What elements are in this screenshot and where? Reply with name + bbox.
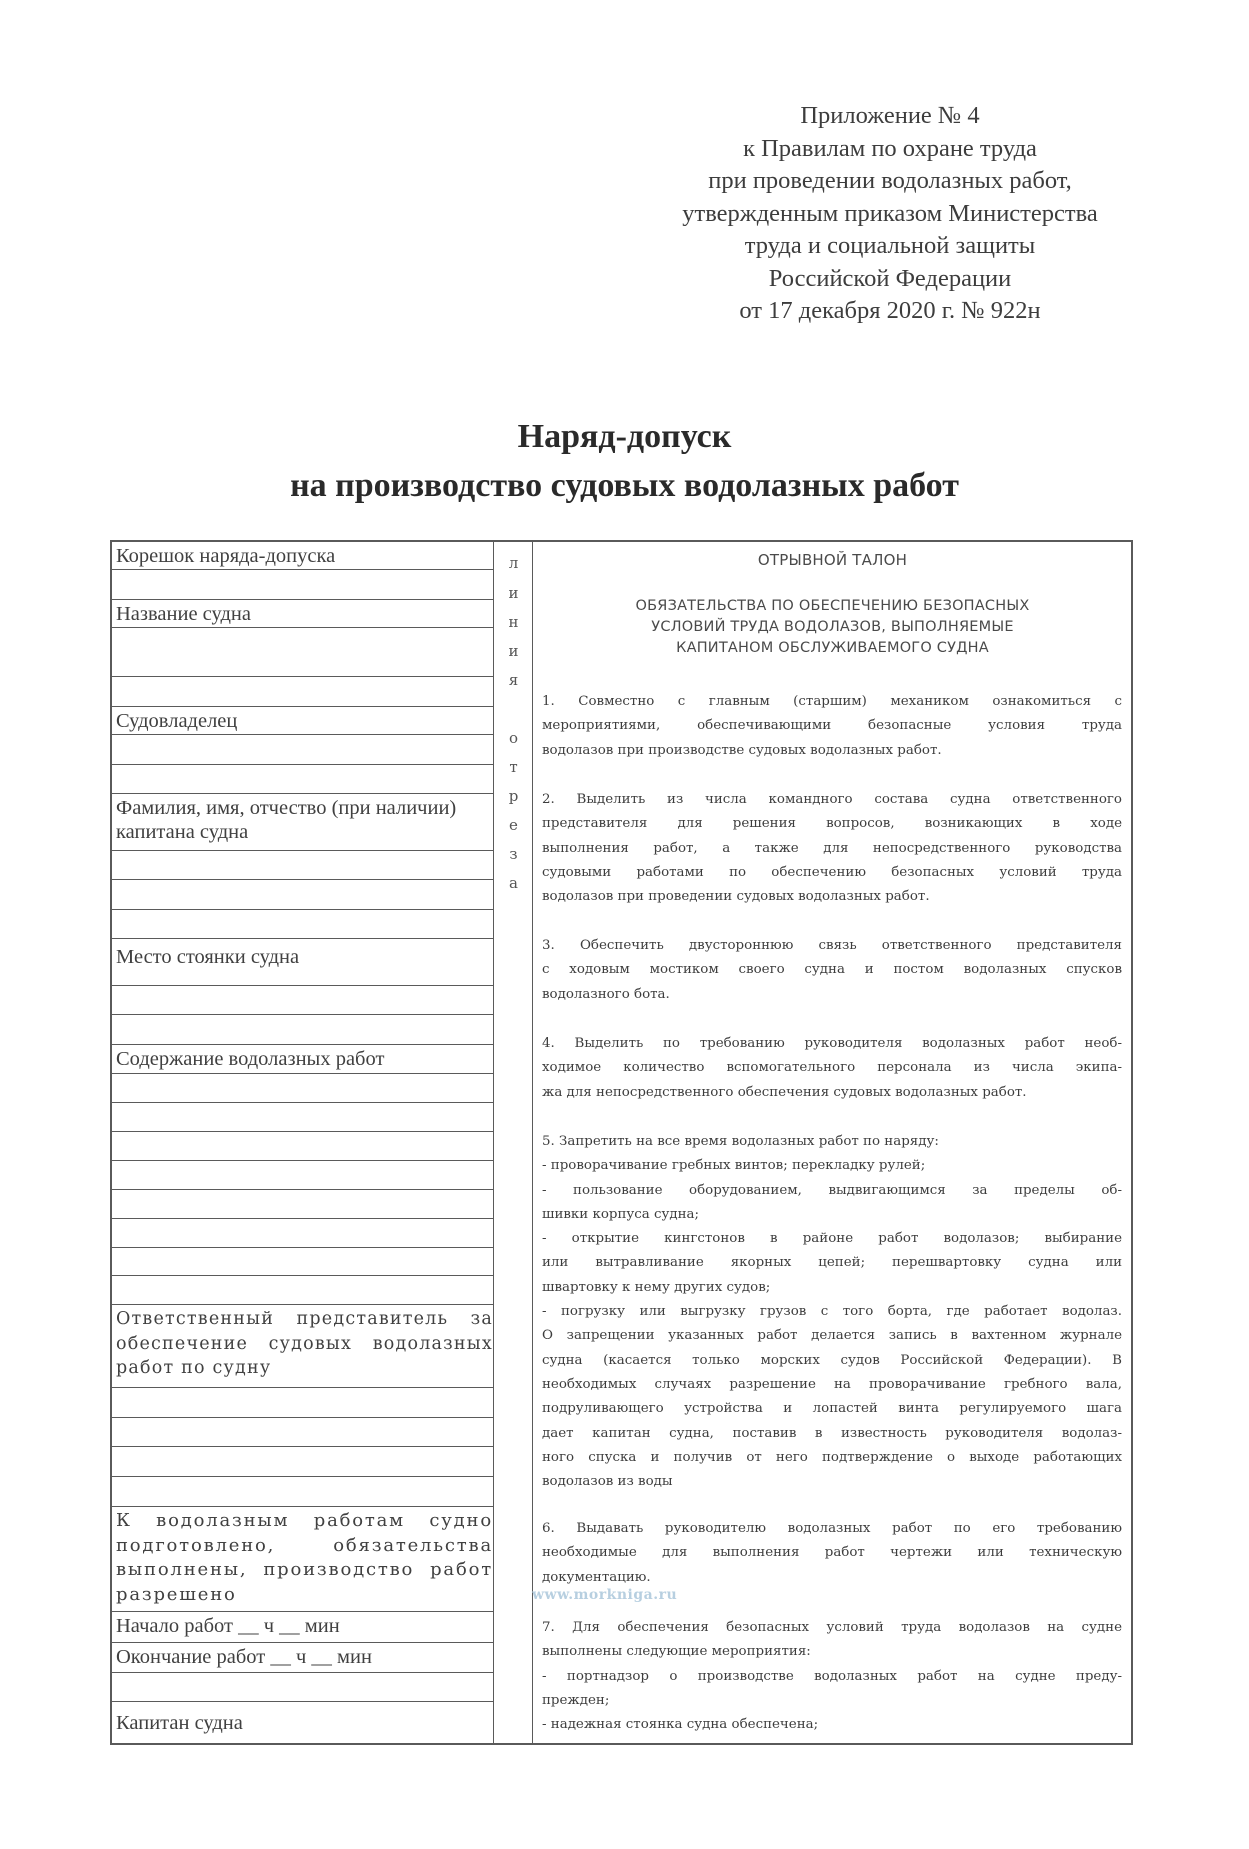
- text-line: - открытие кингстонов в районе работ водолазов; выбирание: [542, 1231, 1122, 1247]
- tear-line-letter: а: [509, 874, 518, 892]
- stub-blank-field[interactable]: [112, 570, 493, 600]
- stub-row-header: Корешок наряда-допуска: [112, 542, 493, 570]
- stub-row-shipowner: Судовладелец: [112, 707, 493, 735]
- stub-blank-field[interactable]: [112, 880, 493, 910]
- tear-line-letter: н: [508, 613, 519, 631]
- stub-row-captain-name: Фамилия, имя, отчество (при наличии) капитана судна: [112, 794, 493, 851]
- tear-line-letter: т: [509, 758, 518, 776]
- coupon-column: [534, 542, 1131, 1743]
- tear-line-letter: з: [509, 845, 518, 863]
- text-line: подруливающего устройства и лопастей винта регулируемого шага: [542, 1401, 1122, 1417]
- stub-row-ship-name: Название судна: [112, 600, 493, 628]
- text-line: прежден;: [542, 1692, 610, 1708]
- document-subtitle: на производство судовых водолазных работ: [290, 467, 959, 504]
- stub-blank-field[interactable]: [112, 1477, 493, 1507]
- text-line: водолазов из воды: [542, 1474, 673, 1490]
- stub-blank-field[interactable]: [112, 765, 493, 794]
- stub-blank-field[interactable]: [112, 1276, 493, 1305]
- text-line: дает капитан судна, поставив в известность руководителя водолаз-: [542, 1425, 1122, 1441]
- stub-blank-field[interactable]: [112, 735, 493, 765]
- coupon-item-3: [542, 934, 1122, 1007]
- stub-row-mooring-place: Место стоянки судна: [112, 939, 493, 986]
- text-line: О запрещении указанных работ делается запись в вахтенном журнале: [542, 1328, 1122, 1344]
- text-line: 4. Выделить по требованию руководителя водолазных работ необ-: [542, 1036, 1122, 1051]
- text-line: водолазов при производстве судовых водолазных работ.: [542, 742, 942, 758]
- appendix-line: Приложение № 4: [800, 102, 980, 129]
- stub-blank-field[interactable]: [112, 851, 493, 880]
- stub-column: [112, 542, 494, 1743]
- text-line: выполнения работ, а также для непосредственного руководства: [542, 840, 1122, 856]
- text-line: или вытравливание якорных цепей; перешвартовку судна или: [542, 1255, 1122, 1271]
- watermark-url: www.morkniga.ru: [532, 1587, 678, 1603]
- text-line: - пользование оборудованием, выдвигающимся за пределы об-: [542, 1182, 1122, 1198]
- text-line: швартовку к нему других судов;: [542, 1279, 771, 1295]
- coupon-subheader-line: ОБЯЗАТЕЛЬСТВА ПО ОБЕСПЕЧЕНИЮ БЕЗОПАСНЫХ: [635, 598, 1030, 614]
- stub-blank-field[interactable]: [112, 1132, 493, 1161]
- stub-row-work-start[interactable]: Начало работ __ ч __ мин: [112, 1612, 493, 1643]
- text-line: необходимых случаях разрешение на проворачивание гребного вала,: [542, 1376, 1122, 1392]
- document-title: Наряд-допуск: [517, 418, 732, 455]
- stub-blank-field[interactable]: [112, 1388, 493, 1418]
- stub-blank-field[interactable]: [112, 986, 493, 1015]
- text-line: 7. Для обеспечения безопасных условий труда водолазов на судне: [542, 1620, 1122, 1635]
- text-line: представителя для решения вопросов, возникающих в ходе: [542, 816, 1122, 832]
- coupon-item-6: [542, 1517, 1122, 1590]
- text-line: выполнены следующие мероприятия:: [542, 1644, 811, 1660]
- stub-blank-field[interactable]: [112, 1015, 493, 1045]
- coupon-subheader-line: КАПИТАНОМ ОБСЛУЖИВАЕМОГО СУДНА: [676, 640, 989, 656]
- stub-blank-field[interactable]: [112, 1161, 493, 1190]
- stub-blank-field[interactable]: [112, 1219, 493, 1248]
- text-line: - погрузку или выгрузку грузов с того борта, где работает водолаз.: [542, 1304, 1122, 1320]
- text-line: ходимое количество вспомогательного персонала из числа экипа-: [542, 1060, 1122, 1076]
- coupon-item-4: [542, 1032, 1122, 1105]
- text-line: водолазного бота.: [542, 986, 670, 1002]
- text-line: жа для непосредственного обеспечения судовых водолазных работ.: [542, 1084, 1027, 1100]
- stub-row-captain-signature[interactable]: Капитан судна: [116, 1712, 243, 1734]
- appendix-reference: [620, 100, 1160, 328]
- appendix-line: при проведении водолазных работ,: [708, 167, 1072, 194]
- text-line: 2. Выделить из числа командного состава судна ответственного: [542, 792, 1122, 807]
- stub-row-work-content: Содержание водолазных работ: [112, 1045, 493, 1074]
- text-line: с ходовым мостиком своего судна и постом водолазных спусков: [542, 962, 1122, 978]
- appendix-line: Российской Федерации: [768, 264, 1012, 292]
- stub-blank-field[interactable]: [112, 910, 493, 939]
- tear-line-letter: л: [508, 554, 519, 572]
- stub-row-work-authorized: К водолазным работам судно подготовлено, обязательства выполнены, производство работ разрешено: [112, 1507, 493, 1612]
- stub-blank-field[interactable]: [112, 677, 493, 707]
- coupon-item-5: [542, 1130, 1122, 1494]
- text-line: судна (касается только морских судов Российской Федерации). В: [542, 1352, 1122, 1368]
- stub-row-responsible-rep: Ответственный представитель за обеспечение судовых водолазных работ по судну: [112, 1305, 493, 1388]
- permit-form-table: [110, 540, 1133, 1745]
- stub-blank-field[interactable]: [112, 1074, 493, 1103]
- tear-line-letter: и: [508, 584, 519, 602]
- coupon-subheader: [534, 596, 1131, 659]
- text-line: 1. Совместно с главным (старшим) механиком ознакомиться с: [542, 694, 1122, 709]
- stub-blank-field[interactable]: [112, 1447, 493, 1477]
- text-line: - надежная стоянка судна обеспечена;: [542, 1717, 819, 1733]
- coupon-item-2: [542, 788, 1122, 909]
- stub-row-work-end[interactable]: Окончание работ __ ч __ мин: [112, 1643, 493, 1673]
- text-line: 3. Обеспечить двустороннюю связь ответственного представителя: [542, 938, 1122, 953]
- coupon-subheader-line: УСЛОВИЙ ТРУДА ВОДОЛАЗОВ, ВЫПОЛНЯЕМЫЕ: [651, 619, 1014, 635]
- appendix-line: утвержденным приказом Министерства: [682, 199, 1098, 227]
- tear-line-letter: я: [508, 671, 519, 689]
- appendix-line: труда и социальной защиты: [744, 232, 1036, 259]
- tear-line-letter: и: [508, 642, 519, 660]
- text-line: документацию.: [542, 1569, 651, 1585]
- text-line: водолазов при проведении судовых водолазных работ.: [542, 889, 930, 905]
- text-line: 5. Запретить на все время водолазных работ по наряду:: [542, 1134, 939, 1149]
- coupon-header: ОТРЫВНОЙ ТАЛОН: [757, 551, 908, 569]
- text-line: - проворачивание гребных винтов; перекладку рулей;: [542, 1158, 926, 1174]
- text-line: шивки корпуса судна;: [542, 1206, 700, 1222]
- text-line: судовыми работами по обеспечению безопасных условий труда: [542, 864, 1122, 880]
- coupon-item-7: [542, 1616, 1122, 1737]
- stub-blank-field[interactable]: [112, 1190, 493, 1219]
- text-line: ного спуска и получив от него подтверждение о выходе работающих: [542, 1449, 1122, 1465]
- appendix-line: к Правилам по охране труда: [743, 134, 1037, 162]
- stub-blank-field[interactable]: [112, 1248, 493, 1276]
- stub-blank-field[interactable]: [112, 1418, 493, 1447]
- stub-blank-field[interactable]: [112, 1673, 493, 1702]
- tear-line-letter: р: [508, 787, 519, 805]
- tear-line-letter: е: [509, 816, 518, 834]
- text-line: необходимые для выполнения работ чертежи или техническую: [542, 1545, 1122, 1561]
- stub-blank-field[interactable]: [112, 1103, 493, 1132]
- appendix-line: от 17 декабря 2020 г. № 922н: [739, 297, 1041, 324]
- coupon-item-1: [542, 690, 1122, 763]
- text-line: 6. Выдавать руководителю водолазных работ по его требованию: [542, 1521, 1122, 1536]
- stub-blank-field[interactable]: [112, 628, 493, 677]
- text-line: мероприятиями, обеспечивающими безопасные условия труда: [542, 718, 1122, 734]
- text-line: - портнадзор о производстве водолазных работ на судне преду-: [542, 1668, 1122, 1684]
- tear-line-letter: о: [508, 729, 519, 747]
- tear-line-column: [495, 542, 533, 1743]
